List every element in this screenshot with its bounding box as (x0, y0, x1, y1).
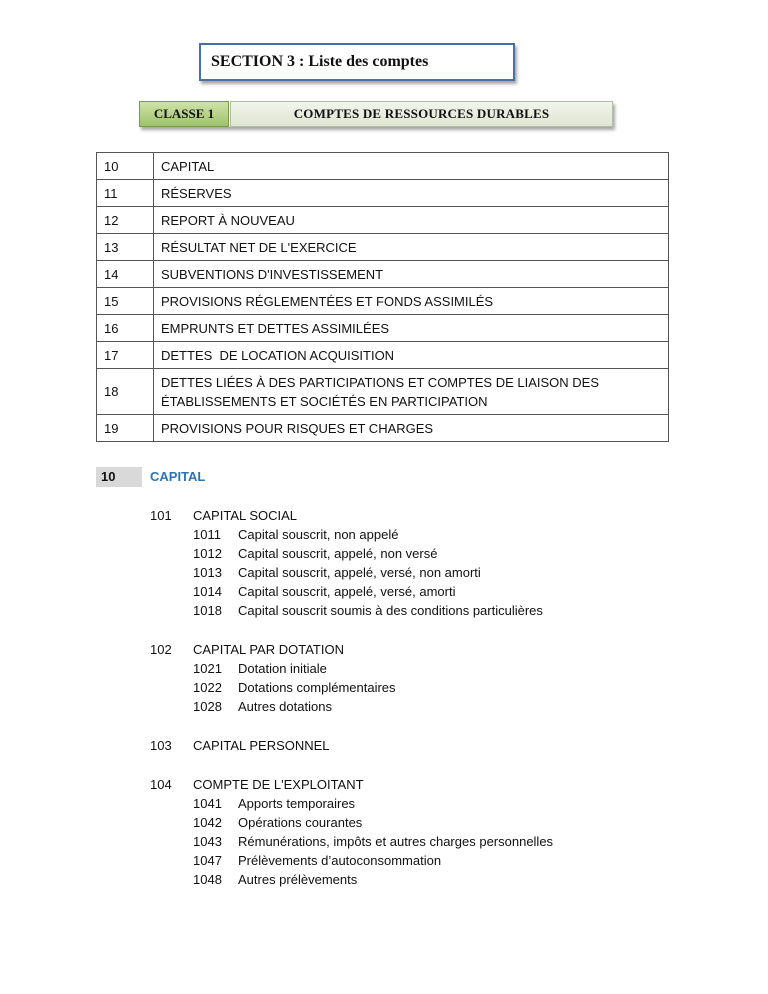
sub-code: 1043 (193, 834, 222, 849)
sub-code: 1018 (193, 603, 222, 618)
table-row (97, 342, 669, 369)
sub-code: 1012 (193, 546, 222, 561)
sub-code: 1028 (193, 699, 222, 714)
group-label: CAPITAL PERSONNEL (193, 738, 330, 753)
sub-label: Rémunérations, impôts et autres charges personnelles (238, 834, 554, 849)
account-label-line1: DETTES LIÉES À DES PARTICIPATIONS ET COMPTES DE LIAISON DES (161, 374, 600, 390)
account-label: REPORT À NOUVEAU (154, 207, 669, 234)
account-code: 10 (97, 153, 154, 180)
sub-label: Capital souscrit, non appelé (238, 527, 399, 542)
sub-label: Autres prélèvements (238, 872, 358, 887)
account-code: 14 (97, 261, 154, 288)
sub-code: 1011 (193, 527, 221, 542)
group-code: 101 (150, 508, 172, 523)
sub-label: Capital souscrit soumis à des conditions particulières (238, 603, 543, 618)
sub-label: Apports temporaires (238, 796, 356, 811)
sub-code: 1047 (193, 853, 222, 868)
sub-label: Dotations complémentaires (238, 680, 396, 695)
sub-code: 1021 (193, 661, 222, 676)
category-title: CAPITAL (150, 469, 206, 484)
table-row (97, 315, 669, 342)
account-label: PROVISIONS POUR RISQUES ET CHARGES (154, 415, 669, 442)
account-code: 12 (97, 207, 154, 234)
group-code: 104 (150, 777, 172, 792)
account-label: PROVISIONS RÉGLEMENTÉES ET FONDS ASSIMILÉS (154, 288, 669, 315)
account-code: 13 (97, 234, 154, 261)
sub-label: Opérations courantes (238, 815, 363, 830)
group-code: 103 (150, 738, 172, 753)
account-label: EMPRUNTS ET DETTES ASSIMILÉES (154, 315, 669, 342)
account-code: 16 (97, 315, 154, 342)
sub-code: 1048 (193, 872, 222, 887)
table-row (97, 234, 669, 261)
table-row (97, 153, 669, 180)
sub-label: Capital souscrit, appelé, non versé (238, 546, 438, 561)
account-label: CAPITAL (154, 153, 669, 180)
group-code: 102 (150, 642, 172, 657)
sub-label: Dotation initiale (238, 661, 327, 676)
account-code: 18 (97, 369, 154, 415)
sub-label: Capital souscrit, appelé, versé, non amorti (238, 565, 481, 580)
sub-code: 1042 (193, 815, 222, 830)
section-title: SECTION 3 : Liste des comptes (199, 43, 515, 81)
group-label: CAPITAL PAR DOTATION (193, 642, 344, 657)
account-label: RÉSERVES (154, 180, 669, 207)
group-label: CAPITAL SOCIAL (193, 508, 298, 523)
group-label: COMPTE DE L'EXPLOITANT (193, 777, 364, 792)
table-row (97, 415, 669, 442)
account-label: DETTES DE LOCATION ACQUISITION (154, 342, 669, 369)
sub-label: Prélèvements d’autoconsommation (238, 853, 442, 868)
table-row (97, 261, 669, 288)
classe-label: CLASSE 1 (139, 101, 229, 127)
account-code: 17 (97, 342, 154, 369)
table-row (97, 207, 669, 234)
classe-header (139, 101, 613, 127)
table-row (97, 288, 669, 315)
account-code: 11 (97, 180, 154, 207)
sub-code: 1022 (193, 680, 222, 695)
account-label: RÉSULTAT NET DE L'EXERCICE (154, 234, 669, 261)
account-code: 15 (97, 288, 154, 315)
accounts-table (96, 152, 669, 442)
account-label (154, 369, 669, 415)
table-row (97, 369, 669, 415)
category-code: 10 (96, 467, 142, 487)
account-code: 19 (97, 415, 154, 442)
account-label-line2: ÉTABLISSEMENTS ET SOCIÉTÉS EN PARTICIPATION (161, 393, 488, 409)
sub-code: 1014 (193, 584, 222, 599)
account-label: SUBVENTIONS D'INVESTISSEMENT (154, 261, 669, 288)
sub-code: 1041 (193, 796, 222, 811)
sub-label: Autres dotations (238, 699, 332, 714)
sub-label: Capital souscrit, appelé, versé, amorti (238, 584, 456, 599)
table-row (97, 180, 669, 207)
sub-code: 1013 (193, 565, 222, 580)
classe-title: COMPTES DE RESSOURCES DURABLES (230, 101, 613, 127)
